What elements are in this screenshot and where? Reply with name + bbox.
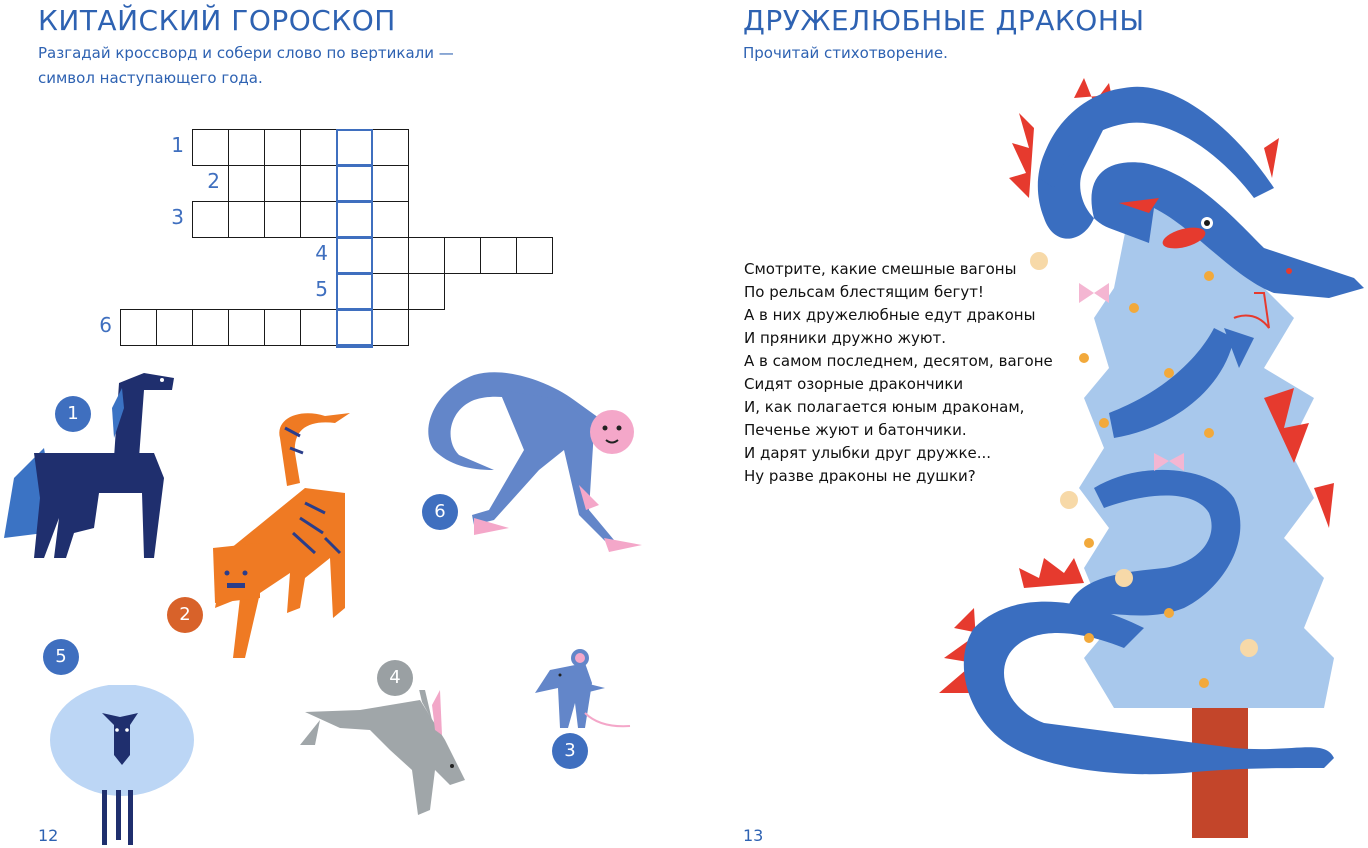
poem-line: Сидят озорные дракончики (744, 375, 964, 393)
crossword-cell[interactable] (264, 165, 301, 202)
badge-3: 3 (552, 733, 588, 769)
right-page (684, 0, 1368, 848)
crossword (0, 0, 684, 360)
crossword-cell[interactable] (408, 273, 445, 310)
crossword-cell[interactable] (372, 165, 409, 202)
sheep-illustration (50, 685, 195, 845)
crossword-cell[interactable] (372, 309, 409, 346)
crossword-row-number: 1 (171, 133, 184, 157)
instruction-text: Разгадай кроссворд и собери слово по вертикали — символ наступающего года. (38, 44, 454, 87)
crossword-cell[interactable] (480, 237, 517, 274)
dragon-tree-illustration (934, 68, 1364, 838)
poem-line: А в них дружелюбные едут драконы (744, 306, 1036, 324)
crossword-cell[interactable] (300, 201, 337, 238)
crossword-cell[interactable] (228, 309, 265, 346)
poem-line: И, как полагается юным драконам, (744, 398, 1025, 416)
crossword-cell[interactable] (300, 165, 337, 202)
badge-2: 2 (167, 597, 203, 633)
horse-illustration (4, 368, 189, 563)
badge-6: 6 (422, 494, 458, 530)
crossword-cell[interactable] (192, 129, 229, 166)
crossword-cell[interactable] (264, 309, 301, 346)
crossword-cell[interactable] (228, 201, 265, 238)
crossword-row-number: 4 (315, 241, 328, 265)
poem-line: А в самом последнем, десятом, вагоне (744, 352, 1053, 370)
crossword-cell[interactable] (192, 201, 229, 238)
crossword-cell[interactable] (300, 129, 337, 166)
page-title: КИТАЙСКИЙ ГОРОСКОП (38, 4, 396, 37)
crossword-cell[interactable] (372, 273, 409, 310)
crossword-key-cell[interactable] (336, 237, 373, 274)
crossword-key-cell[interactable] (336, 165, 373, 202)
instruction-text: Прочитай стихотворение. (743, 44, 948, 62)
crossword-key-cell[interactable] (336, 129, 373, 166)
crossword-key-cell[interactable] (336, 201, 373, 238)
poem-line: Ну разве драконы не душки? (744, 467, 976, 485)
poem-line: И дарят улыбки друг дружке... (744, 444, 992, 462)
crossword-row-number: 3 (171, 205, 184, 229)
crossword-cell[interactable] (372, 201, 409, 238)
crossword-cell[interactable] (264, 201, 301, 238)
crossword-row-number: 5 (315, 277, 328, 301)
crossword-cell[interactable] (228, 165, 265, 202)
page-number: 13 (743, 826, 764, 845)
poem-line: Смотрите, какие смешные вагоны (744, 260, 1017, 278)
crossword-cell[interactable] (444, 237, 481, 274)
crossword-cell[interactable] (264, 129, 301, 166)
crossword-cell[interactable] (372, 237, 409, 274)
crossword-cell[interactable] (228, 129, 265, 166)
crossword-cell[interactable] (156, 309, 193, 346)
poem-line: По рельсам блестящим бегут! (744, 283, 984, 301)
crossword-key-cell[interactable] (336, 273, 373, 310)
tiger-illustration (205, 408, 355, 663)
poem-line: Печенье жуют и батончики. (744, 421, 967, 439)
crossword-row-number: 6 (99, 313, 112, 337)
badge-1: 1 (55, 396, 91, 432)
poem-line: И пряники дружно жуют. (744, 329, 947, 347)
page-title: ДРУЖЕЛЮБНЫЕ ДРАКОНЫ (743, 4, 1145, 37)
crossword-cell[interactable] (120, 309, 157, 346)
crossword-cell[interactable] (516, 237, 553, 274)
crossword-cell[interactable] (192, 309, 229, 346)
crossword-cell[interactable] (408, 237, 445, 274)
badge-5: 5 (43, 639, 79, 675)
mouse-illustration (530, 648, 635, 733)
crossword-cell[interactable] (372, 129, 409, 166)
badge-4: 4 (377, 660, 413, 696)
hare-illustration (300, 690, 470, 820)
crossword-row-number: 2 (207, 169, 220, 193)
page-number: 12 (38, 826, 59, 845)
crossword-key-cell[interactable] (336, 309, 373, 346)
crossword-cell[interactable] (300, 309, 337, 346)
